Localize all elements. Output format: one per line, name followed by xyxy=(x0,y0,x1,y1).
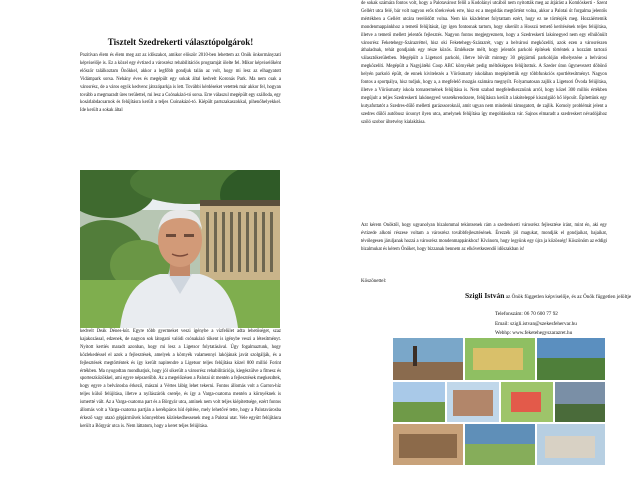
main-paragraph: de sokak számára fontos volt, hogy a Palotavárost felől a Kodolányi utcából nem nyitották meg az átjárást a Komlóskerti - Szent Gellért utca felé, bár volt nagyon erős törekvések erre, hisz ez a megoldás megtörtént volna, akkor a Palotai út forgalma jelentős mértékben a Gellért utcára terelődött volna. Nem kis küzdelmet folytattam ezért, hogy ez ne történjék meg. Hozzáértemik mondenmappánkhoz a temető felújítását, így igen fontosnak tartom, hogy sikerült a Hosszú temető kerítésének teljes felújítása, illetve a temető mellett jelentős fejlesztés. Nagyon fontos megjegyeznem, hogy a Szedreskerti lakónegyed nem egy elhúlönült városrész Feketehegy-Szárazréttel, hisz oki Feketehegy-Szárazrét, vagy a belvárosi megközelíti, azok ezen a városrészen áthaladnak, tehát gondjaink egy része közös. Emlékezte mélt, hogy jelentős parkoló építések történtek a hozzám tartozó választókerületben. Megépült a Ligetsori parkoló, illetve bővült mintegy 30 gépjármű parkolóján elhelyezése a belvárosi megközelíti. Megépült a Nagyjátéki Coop ABC környékét pedig méltóképpen felújítottuk. A Szeder úton ügynevezett döbönő helyén parkoló épült, de ennek kivitelezés a Vörösmarty iskolában megépítettük egy többfunkciós sportlétesítményt. Nagyon fontos a sportpálya, hisz tudjuk, hogy a, a megfelelő mozgás számára megnyílt. Folyamatosan zajlik a Ligetsori Óvoda felújítása, illetve a Vörösmarty iskola tornatermének felújítása is. Nem szabad megfeledkezznünk arról, hogy közel 300 millós értékben megújult a teljes Szedreskerti lakónegyed vezetékrendszere, felújításra került a lakóteleppé kiszolgáló hő lépcsőt. Építettünk egy kutyafuttatót a Szedres-dűlő melletti garázssoroknál, amit ugyan nem mindenki támogatott, de zajlik. Komoly problémát jelent a szedres dűlői autóbusz úcsonyt ilyen utca, amelynek felújítása így megoldásokra vár. Sajnos elmaradt a szedreskert névadójához szóló szobor ültetvény kialakítása. xyxy=(361,1,607,125)
photo-collage xyxy=(393,338,605,465)
closing-paragraph: Azt kérem Önöktől, hogy ugyanolyan bizalommal tekintsenek rám a szedreskerti városrész fejlesztése iránt, mint én, aki egy évtizede alkotó részese voltam a városrész továbbfejlesztésének. Érezzék jól magukat, mondják el gondjaikat, bajaikat, tévólegesen járuljanak hozzá a városrész mondenmappánkhoz! Kívánom, hogy legyünk egy újra ja közösség! Köszönöm az eddigi bizalmukat és kérem Önöket, hogy bizzanak bennem az elkövetkezendő időszakban is! xyxy=(361,223,607,252)
email-line: Email: szigli.istvan@szekesfehervar.hu xyxy=(495,320,577,327)
continued-paragraph: kedvelt Deák Dénes-kút. Egyre több gyermeket veszi igénybe a vízfelület adta lehetőséget, szaz kajakozással, edzenek, de nagyon sok látogató valódi csónakázó tökent is igénybe veszi a létesítményt. Nyitott kertiés maradt azonban, hogy mi lesz a Ligetsor folytatásával. Úgy fogalmaztunk, hogy közlekedéssel el azok a fejlesztések, amelyek a környék valamennyi lakójának javát szolgálják, és a fejlesztések megtörténtek és így került napirendre a Ligetsor teljes felújítása közel 800 millió Forint értékben. Ma nyugodtan mondhatjuk, hogy jól sikerült a városrész rehabilitációja, kiegészülve a fitnesz és sporteszközökkel, ami egyre népszerűbb. Az a megelőzésen a Palotai út mentén a fejlesztések megkezdtek, hogy egyre a belvárosba érkező, mászni a Vértes lábig lehet tekerni. Fontos állomás volt a Garron-híz teljes külső felújítása, illetve a nyílászárók cseréje, és így a Varga-csatorna mentén a környéknek is ismertté vált. Az a Varga-csatorna part és a Börgyár utca, aminek nem volt teljes kiépítettsége, ezért fontos állomás volt a Varga-csatorna partján a kerékpáros híd építése, mely lehetővé tette, hogy a Palotavárosba érkező vagy utazó gépjárművek könnyebben közlekedhessenek meg a Palotai utat. Vele együtt felújításra került a Börgyár utca is. Nem láttatom, hogy a keret teljes felújítása. xyxy=(80,329,281,429)
page-title: Tisztelt Szedrekerti választópolgárok! xyxy=(107,37,254,47)
portrait-photo xyxy=(80,170,280,328)
signature-name: Szigli István xyxy=(465,291,505,300)
signature-block xyxy=(465,291,632,300)
signature-role: az Önök független képviselője, és az Önök független jelöltje xyxy=(504,294,632,300)
thanks-line: Köszönettel: xyxy=(361,279,387,284)
intro-paragraph: Pozitívan élem és élem meg azt az időszakot, amikor először 2010-ben lehettem az Önök önkormányzati képviselője is. Ez a közel egy évtized a városrész rehabilitációs programját ölelte fel. Mikor képviselőként először találkoztam Önökkel, akkor a legfőbb gondjuk talán az volt, hogy mi lesz az elhagyatott Vidámpark sorsa. Nehány éves és megépült egy sokak által kedvelt Koronás Park. Ma nem csak a városrész, de a város egyik kedvenc játszóparkja is lett. További kérdéseket vetettek már akkor fel, hogyan tovább a megmaradt üres területtel, mi lesz a Csónakázó-tó sorsa. Erre válaszul megépült egy szálloda, egy kosárlabdacsarnok és felújításra került a teljes Csónakázó-tó. Kiépült partszakaszokkal, pihenőhelyekkel. Ide került a sokak által xyxy=(80,53,281,114)
portrait-illustration xyxy=(80,170,280,328)
phone-line: Telefonszám: 06 70 600 77 92 xyxy=(495,311,558,317)
contact-block xyxy=(495,310,625,339)
collage-illustration xyxy=(393,338,605,465)
web-line: Webhp: www.feketehegyszarazret.hu xyxy=(495,330,573,337)
